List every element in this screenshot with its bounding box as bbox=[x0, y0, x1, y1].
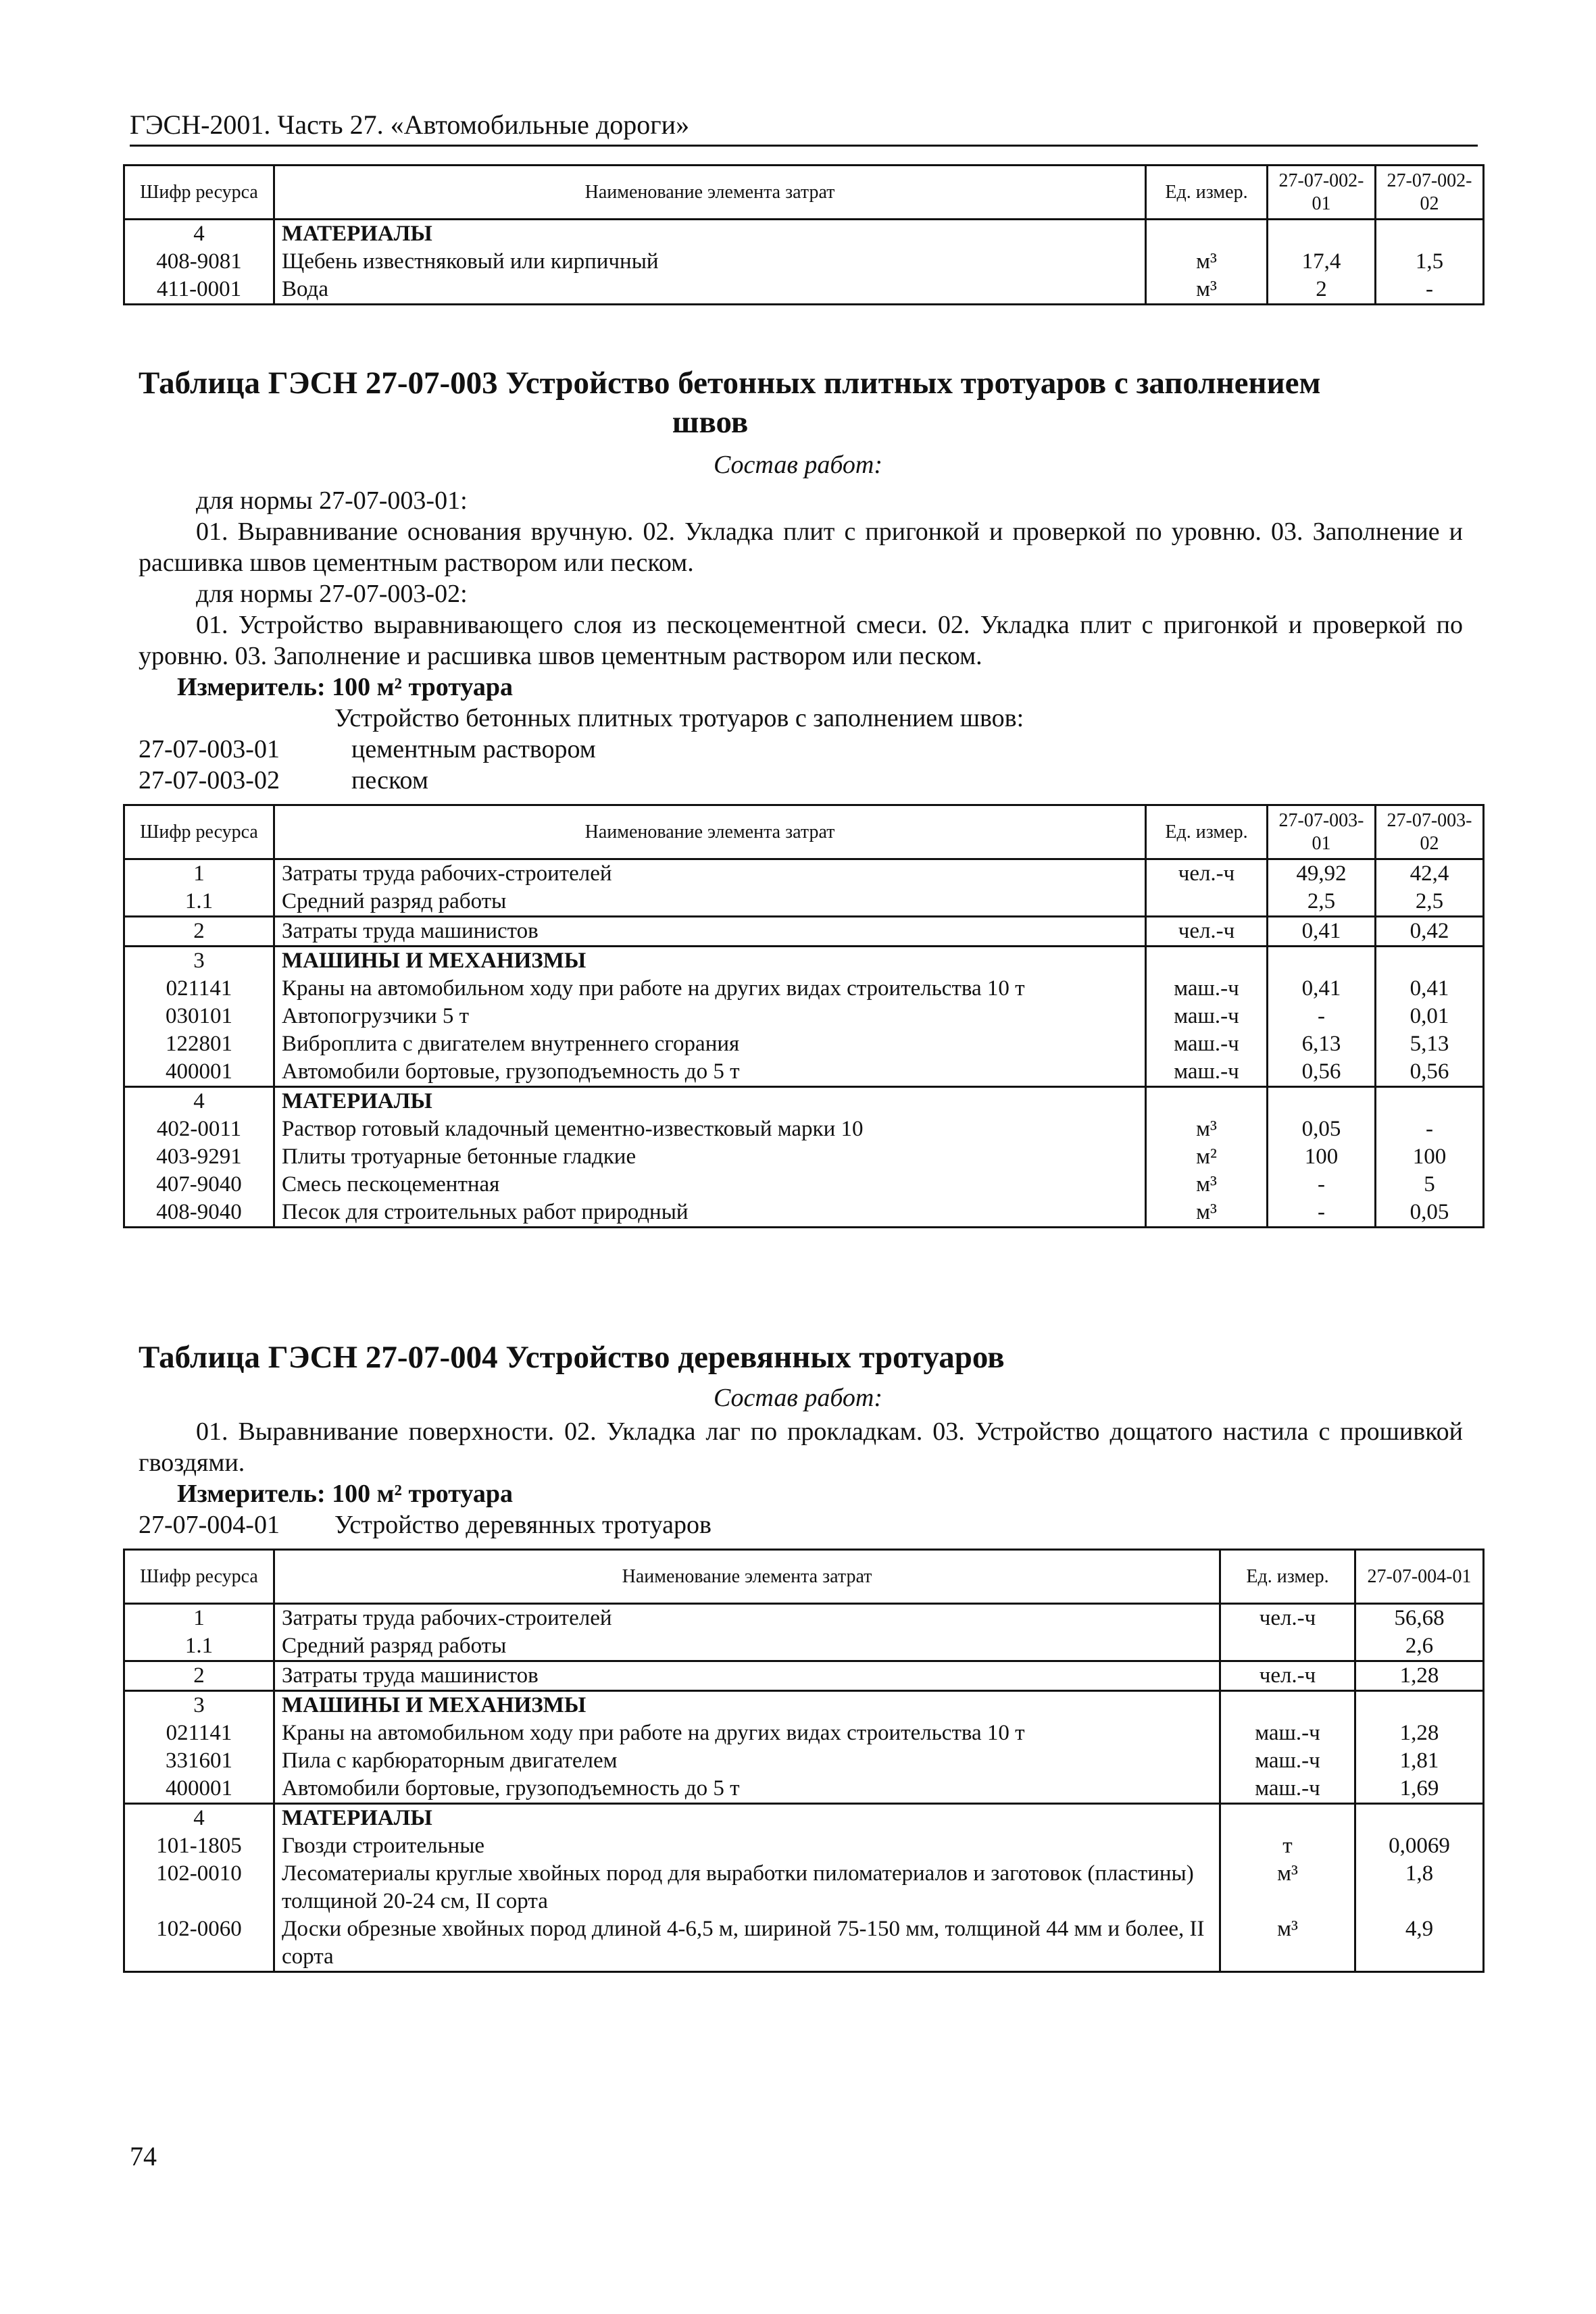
table-header-row bbox=[124, 166, 1484, 220]
row-name: Виброплита с двигателем внутреннего сгорания bbox=[274, 1030, 1146, 1058]
row-unit bbox=[1220, 1632, 1355, 1661]
row-name: Краны на автомобильном ходу при работе на других видах строительства 10 т bbox=[274, 1719, 1220, 1747]
row-name: Затраты труда машинистов bbox=[274, 917, 1146, 947]
row-name: Щебень известняковый или кирпичный bbox=[274, 248, 1146, 276]
row-code: 400001 bbox=[124, 1775, 274, 1804]
row-code: 102-0010 bbox=[124, 1860, 274, 1915]
row-value-1: 6,13 bbox=[1268, 1030, 1376, 1058]
row-unit: м³ bbox=[1146, 1199, 1268, 1228]
row-name: Смесь пескоцементная bbox=[274, 1171, 1146, 1199]
variant-code: 27-07-003-01 bbox=[139, 735, 280, 763]
table-27-07-004 bbox=[123, 1549, 1485, 1973]
row-value-2: 0,56 bbox=[1376, 1058, 1484, 1087]
row-unit bbox=[1146, 888, 1268, 917]
section-003-work-label: Состав работ: bbox=[713, 451, 883, 479]
row-value-2 bbox=[1376, 220, 1484, 249]
row-name: МАТЕРИАЛЫ bbox=[274, 220, 1146, 249]
row-code: 3 bbox=[124, 1691, 274, 1720]
section-003-title-line-2: швов bbox=[672, 405, 749, 440]
row-value-1 bbox=[1268, 220, 1376, 249]
row-unit bbox=[1220, 1804, 1355, 1833]
row-value-2: 0,01 bbox=[1376, 1003, 1484, 1030]
table-row bbox=[124, 1661, 1484, 1691]
row-value-1: - bbox=[1268, 1199, 1376, 1228]
header-norm-1: 27-07-003-01 bbox=[1268, 805, 1376, 859]
row-unit: чел.-ч bbox=[1146, 859, 1268, 888]
row-code: 2 bbox=[124, 917, 274, 947]
table-row bbox=[124, 1003, 1484, 1030]
row-code: 2 bbox=[124, 1661, 274, 1691]
row-unit bbox=[1220, 1691, 1355, 1720]
row-value-1: 2,5 bbox=[1268, 888, 1376, 917]
row-code: 021141 bbox=[124, 1719, 274, 1747]
row-name: Гвозди строительные bbox=[274, 1832, 1220, 1860]
header-norm-2: 27-07-003-02 bbox=[1376, 805, 1484, 859]
row-value-2: 0,05 bbox=[1376, 1199, 1484, 1228]
row-name: Автомобили бортовые, грузоподъемность до 5 т bbox=[274, 1058, 1146, 1087]
row-value-2: 0,41 bbox=[1376, 975, 1484, 1003]
section-003-norm-1-label: для нормы 27-07-003-01: bbox=[196, 486, 468, 515]
row-name: МАШИНЫ И МЕХАНИЗМЫ bbox=[274, 947, 1146, 976]
row-value-1: 1,69 bbox=[1355, 1775, 1484, 1804]
table-row bbox=[124, 917, 1484, 947]
row-name: Затраты труда машинистов bbox=[274, 1661, 1220, 1691]
table-row bbox=[124, 1143, 1484, 1171]
row-value-1: - bbox=[1268, 1171, 1376, 1199]
section-004-meter: Измеритель: 100 м² тротуара bbox=[177, 1480, 514, 1508]
row-value-2 bbox=[1376, 947, 1484, 976]
variant-text: песком bbox=[351, 766, 428, 795]
row-name: Затраты труда рабочих-строителей bbox=[274, 1604, 1220, 1633]
row-value-2: 0,42 bbox=[1376, 917, 1484, 947]
row-code: 030101 bbox=[124, 1003, 274, 1030]
section-003-title-line-1: Таблица ГЭСН 27-07-003 Устройство бетонных плитных тротуаров с заполнением bbox=[139, 366, 1321, 401]
row-name: Автомобили бортовые, грузоподъемность до 5 т bbox=[274, 1775, 1220, 1804]
row-unit: м² bbox=[1146, 1143, 1268, 1171]
table-row bbox=[124, 888, 1484, 917]
row-unit: м³ bbox=[1146, 248, 1268, 276]
header-code: Шифр ресурса bbox=[124, 1550, 274, 1604]
variant-code: 27-07-004-01 bbox=[139, 1511, 280, 1539]
row-code: 1 bbox=[124, 1604, 274, 1633]
table-row bbox=[124, 1860, 1484, 1915]
row-unit: маш.-ч bbox=[1146, 1003, 1268, 1030]
variant-code: 27-07-003-02 bbox=[139, 766, 280, 795]
row-name: МАТЕРИАЛЫ bbox=[274, 1087, 1146, 1116]
row-value-1 bbox=[1268, 947, 1376, 976]
row-unit: маш.-ч bbox=[1220, 1719, 1355, 1747]
row-unit: чел.-ч bbox=[1146, 917, 1268, 947]
row-code: 407-9040 bbox=[124, 1171, 274, 1199]
row-name: Средний разряд работы bbox=[274, 1632, 1220, 1661]
table-row bbox=[124, 859, 1484, 888]
row-code: 1.1 bbox=[124, 1632, 274, 1661]
row-unit bbox=[1146, 947, 1268, 976]
table-header-row bbox=[124, 805, 1484, 859]
row-value-1 bbox=[1355, 1691, 1484, 1720]
row-value-1: 0,0069 bbox=[1355, 1832, 1484, 1860]
header-code: Шифр ресурса bbox=[124, 166, 274, 220]
table-row bbox=[124, 1087, 1484, 1116]
row-code: 4 bbox=[124, 1804, 274, 1833]
row-value-1 bbox=[1268, 1087, 1376, 1116]
section-004-work-label: Состав работ: bbox=[713, 1384, 883, 1412]
row-name: Затраты труда рабочих-строителей bbox=[274, 859, 1146, 888]
row-code: 411-0001 bbox=[124, 276, 274, 305]
header-code: Шифр ресурса bbox=[124, 805, 274, 859]
row-unit: маш.-ч bbox=[1220, 1747, 1355, 1775]
row-name: Автопогрузчики 5 т bbox=[274, 1003, 1146, 1030]
variant-text: цементным раствором bbox=[351, 735, 596, 763]
row-value-1: 1,28 bbox=[1355, 1719, 1484, 1747]
header-name: Наименование элемента затрат bbox=[274, 166, 1146, 220]
table-row bbox=[124, 947, 1484, 976]
section-004-work-text: 01. Выравнивание поверхности. 02. Укладка лаг по прокладкам. 03. Устройство дощатого настила с прошивкой гвоздями. bbox=[139, 1417, 1463, 1477]
row-name: Вода bbox=[274, 276, 1146, 305]
variant-text: Устройство деревянных тротуаров bbox=[334, 1511, 712, 1539]
running-header: ГЭСН-2001. Часть 27. «Автомобильные дороги» bbox=[130, 108, 1478, 147]
row-unit: маш.-ч bbox=[1146, 1058, 1268, 1087]
section-003-norm-2-label: для нормы 27-07-003-02: bbox=[196, 580, 468, 608]
table-27-07-002 bbox=[123, 164, 1485, 305]
row-value-1: 2,6 bbox=[1355, 1632, 1484, 1661]
table-row bbox=[124, 220, 1484, 249]
row-unit: маш.-ч bbox=[1146, 1030, 1268, 1058]
row-value-1: 1,8 bbox=[1355, 1860, 1484, 1915]
table-row bbox=[124, 1058, 1484, 1087]
table-row bbox=[124, 1747, 1484, 1775]
row-name: Лесоматериалы круглые хвойных пород для выработки пиломатериалов и заготовок (пластины) толщиной 20-24 см, II сорта bbox=[274, 1860, 1220, 1915]
row-value-2: 5 bbox=[1376, 1171, 1484, 1199]
row-value-1: 1,28 bbox=[1355, 1661, 1484, 1691]
section-004-title: Таблица ГЭСН 27-07-004 Устройство деревянных тротуаров bbox=[139, 1340, 1005, 1375]
row-unit: м³ bbox=[1146, 276, 1268, 305]
row-unit: м³ bbox=[1146, 1171, 1268, 1199]
row-value-2: 2,5 bbox=[1376, 888, 1484, 917]
row-name: МАТЕРИАЛЫ bbox=[274, 1804, 1220, 1833]
row-name: Песок для строительных работ природный bbox=[274, 1199, 1146, 1228]
section-003-caption: Устройство бетонных плитных тротуаров с заполнением швов: bbox=[334, 704, 1024, 732]
row-code: 408-9040 bbox=[124, 1199, 274, 1228]
row-value-1: 56,68 bbox=[1355, 1604, 1484, 1633]
row-name: Раствор готовый кладочный цементно-известковый марки 10 bbox=[274, 1115, 1146, 1143]
row-name: Краны на автомобильном ходу при работе на других видах строительства 10 т bbox=[274, 975, 1146, 1003]
row-code: 4 bbox=[124, 1087, 274, 1116]
row-value-1: 49,92 bbox=[1268, 859, 1376, 888]
table-row bbox=[124, 1199, 1484, 1228]
row-code: 3 bbox=[124, 947, 274, 976]
page-number: 74 bbox=[130, 2141, 157, 2171]
header-unit: Ед. измер. bbox=[1220, 1550, 1355, 1604]
header-unit: Ед. измер. bbox=[1146, 166, 1268, 220]
header-norm-1: 27-07-004-01 bbox=[1355, 1550, 1484, 1604]
row-code: 402-0011 bbox=[124, 1115, 274, 1143]
row-value-2: 1,5 bbox=[1376, 248, 1484, 276]
row-code: 021141 bbox=[124, 975, 274, 1003]
row-unit: т bbox=[1220, 1832, 1355, 1860]
row-name: Пила с карбюраторным двигателем bbox=[274, 1747, 1220, 1775]
row-unit: маш.-ч bbox=[1146, 975, 1268, 1003]
table-row bbox=[124, 1915, 1484, 1972]
row-value-1: 0,41 bbox=[1268, 917, 1376, 947]
row-value-1: 0,56 bbox=[1268, 1058, 1376, 1087]
row-value-1: 2 bbox=[1268, 276, 1376, 305]
row-unit: м³ bbox=[1220, 1915, 1355, 1972]
table-row bbox=[124, 1171, 1484, 1199]
row-code: 102-0060 bbox=[124, 1915, 274, 1972]
row-value-2: 42,4 bbox=[1376, 859, 1484, 888]
row-unit bbox=[1146, 220, 1268, 249]
table-row bbox=[124, 1691, 1484, 1720]
table-27-07-003 bbox=[123, 804, 1485, 1228]
table-row bbox=[124, 1719, 1484, 1747]
row-name: МАШИНЫ И МЕХАНИЗМЫ bbox=[274, 1691, 1220, 1720]
row-unit bbox=[1146, 1087, 1268, 1116]
header-norm-2: 27-07-002-02 bbox=[1376, 166, 1484, 220]
row-code: 122801 bbox=[124, 1030, 274, 1058]
row-value-2 bbox=[1376, 1087, 1484, 1116]
table-row bbox=[124, 1030, 1484, 1058]
section-003-norm-2-text: 01. Устройство выравнивающего слоя из пескоцементной смеси. 02. Укладка плит с пригонкой и проверкой по уровню. 03. Заполнение и расшивка швов цементным раствором или песком. bbox=[139, 611, 1463, 670]
header-norm-1: 27-07-002-01 bbox=[1268, 166, 1376, 220]
row-value-1: 4,9 bbox=[1355, 1915, 1484, 1972]
row-value-2: 100 bbox=[1376, 1143, 1484, 1171]
row-value-1: 17,4 bbox=[1268, 248, 1376, 276]
row-code: 400001 bbox=[124, 1058, 274, 1087]
section-003-meter: Измеритель: 100 м² тротуара bbox=[177, 673, 514, 701]
row-code: 4 bbox=[124, 220, 274, 249]
header-unit: Ед. измер. bbox=[1146, 805, 1268, 859]
row-value-2: 5,13 bbox=[1376, 1030, 1484, 1058]
row-code: 408-9081 bbox=[124, 248, 274, 276]
row-value-2: - bbox=[1376, 1115, 1484, 1143]
row-unit: м³ bbox=[1146, 1115, 1268, 1143]
table-row bbox=[124, 1832, 1484, 1860]
row-unit: чел.-ч bbox=[1220, 1604, 1355, 1633]
table-row bbox=[124, 1804, 1484, 1833]
row-value-1: 100 bbox=[1268, 1143, 1376, 1171]
row-value-1: 1,81 bbox=[1355, 1747, 1484, 1775]
row-value-2: - bbox=[1376, 276, 1484, 305]
table-row bbox=[124, 1115, 1484, 1143]
table-row bbox=[124, 248, 1484, 276]
table-header-row bbox=[124, 1550, 1484, 1604]
row-name: Плиты тротуарные бетонные гладкие bbox=[274, 1143, 1146, 1171]
header-name: Наименование элемента затрат bbox=[274, 1550, 1220, 1604]
table-row bbox=[124, 1632, 1484, 1661]
row-code: 101-1805 bbox=[124, 1832, 274, 1860]
row-value-1: - bbox=[1268, 1003, 1376, 1030]
section-003-norm-1-text: 01. Выравнивание основания вручную. 02. Укладка плит с пригонкой и проверкой по уровню. 03. Заполнение и расшивка швов цементным раствором или песком. bbox=[139, 518, 1463, 577]
row-name: Доски обрезные хвойных пород длиной 4-6,5 м, шириной 75-150 мм, толщиной 44 мм и более, II сорта bbox=[274, 1915, 1220, 1972]
row-name: Средний разряд работы bbox=[274, 888, 1146, 917]
row-code: 403-9291 bbox=[124, 1143, 274, 1171]
table-row bbox=[124, 1775, 1484, 1804]
row-unit: м³ bbox=[1220, 1860, 1355, 1915]
header-name: Наименование элемента затрат bbox=[274, 805, 1146, 859]
row-value-1: 0,05 bbox=[1268, 1115, 1376, 1143]
table-row bbox=[124, 1604, 1484, 1633]
row-code: 331601 bbox=[124, 1747, 274, 1775]
row-unit: маш.-ч bbox=[1220, 1775, 1355, 1804]
row-code: 1 bbox=[124, 859, 274, 888]
row-value-1: 0,41 bbox=[1268, 975, 1376, 1003]
table-row bbox=[124, 276, 1484, 305]
row-code: 1.1 bbox=[124, 888, 274, 917]
row-unit: чел.-ч bbox=[1220, 1661, 1355, 1691]
table-row bbox=[124, 975, 1484, 1003]
row-value-1 bbox=[1355, 1804, 1484, 1833]
